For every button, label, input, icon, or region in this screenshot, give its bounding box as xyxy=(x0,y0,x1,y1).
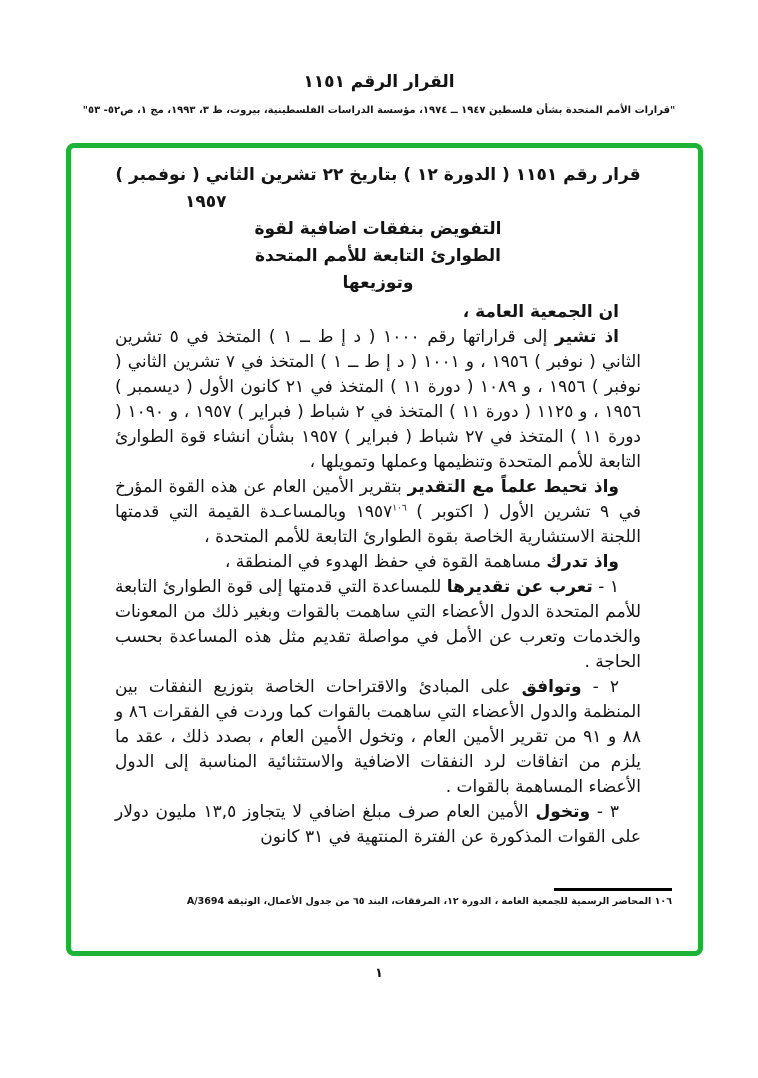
paragraph-segment: وبالمساعـدة القيمة التي قدمتها اللجنة الاستشارية الخاصة بقوة الطوارئ التابعة للأمم المتحدة ، xyxy=(115,502,641,547)
resolution-body xyxy=(71,148,698,862)
paragraph xyxy=(115,675,641,800)
footnote-reference: ١٠٦ xyxy=(392,503,407,514)
resolution-subtitle-line: وتوزيعها xyxy=(342,273,414,293)
paragraph-segment: واذ تدرك xyxy=(546,552,619,572)
paragraph xyxy=(115,800,641,850)
paragraph xyxy=(115,550,641,575)
resolution-subtitle xyxy=(115,216,641,297)
paragraph-segment: وتوافق xyxy=(521,677,582,697)
green-highlight-frame xyxy=(66,143,703,956)
paragraph-segment: واذ تحيط علماً مع التقدير xyxy=(407,477,619,497)
paragraph-segment: وتخول xyxy=(535,802,591,822)
page-number: ١ xyxy=(375,966,383,981)
paragraph-segment: ٢ - xyxy=(581,677,619,697)
paragraph-segment: تعرب عن تقديرها xyxy=(446,577,593,597)
page-title: القرار الرقم ١١٥١ xyxy=(303,72,455,92)
paragraph xyxy=(115,475,641,550)
source-citation-line: "قرارات الأمم المتحدة بشأن فلسطين ١٩٤٧ ــ ١٩٧٤، مؤسسة الدراسات الفلسطينية، بيروت، ط ٣، ١٩٩٣، مج ١، ص٥٢- ٥٣" xyxy=(82,105,676,116)
paragraph-segment: مساهمة القوة في حفظ الهدوء في المنطقة ، xyxy=(224,552,547,572)
resolution-heading-line2: ١٩٥٧ xyxy=(185,192,227,212)
footnote-separator-rule xyxy=(554,888,672,891)
resolution-paragraphs xyxy=(115,300,641,850)
paragraph-segment: ٣ - xyxy=(590,802,619,822)
paragraph-segment: إلى قراراتها رقم ١٠٠٠ ( د إ ط ــ ١ ) المتخذ في ٥ تشرين الثاني ( نوفبر ) ١٩٥٦ ، و ١٠٠١ ( د إ ط ــ ١ ) المتخذ في ٧ تشرين الثاني ( نوفبر ) ١٩٥٦ ، و ١٠٨٩ ( دورة ١١ ) المتخذ في ٢١ كانون الأول ( ديسمبر ) ١٩٥٦ ، و ١١٢٥ ( دورة ١١ ) المتخذ في ٢ شباط ( فبراير ) ١٩٥٧ ، و ١٠٩٠ ( دورة ١١ ) المتخذ في ٢٧ شباط ( فبراير ) ١٩٥٧ بشأن انشاء قوة الطوارئ التابعة للأمم المتحدة وتنظيمها وعملها وتمويلها ، xyxy=(115,327,641,472)
paragraph-segment: للمساعدة التي قدمتها إلى قوة الطوارئ التابعة للأمم المتحدة الدول الأعضاء التي ساهمت بالقوات وبغير ذلك من المعونات والخدمات وتعرب عن الأمل في مواصلة تقديم مثل هذه المساعدة بحسب الحاجة . xyxy=(115,577,641,672)
resolution-subtitle-line: التفويض بنفقات اضافية لقوة xyxy=(254,219,502,239)
paragraph xyxy=(115,300,641,325)
footnote-text: ١٠٦ المحاضر الرسمية للجمعية العامة ، الدورة ١٢، المرفقات، البند ٦٥ من جدول الأعمال، الوثيقة A/3694 xyxy=(186,896,672,907)
paragraph xyxy=(115,575,641,675)
paragraph xyxy=(115,325,641,475)
paragraph-segment: على المبادئ والاقتراحات الخاصة بتوزيع النفقات بين المنظمة والدول الأعضاء التي ساهمت بالقوات كما وردت في الفقرات ٨٦ و ٨٨ و ٩١ من تقرير الأمين العام ، وتخول الأمين العام ، بصدد ذلك ، عقد ما يلزم من اتفاقات لرد النفقات الاضافية والاستثنائية المناسبة إلى الدول الأعضاء المساهمة بالقوات . xyxy=(115,677,641,797)
footnote-block xyxy=(95,888,672,907)
paragraph-segment: اذ تشير xyxy=(555,327,619,347)
resolution-subtitle-line: الطوارئ التابعة للأمم المتحدة xyxy=(254,246,501,266)
resolution-heading-line1: قرار رقم ١١٥١ ( الدورة ١٢ ) بتاريخ ٢٢ تشرين الثاني ( نوفمبر ) xyxy=(115,165,641,185)
paragraph-segment: ان الجمعية العامة ، xyxy=(462,302,619,322)
paragraph-segment: ١ - xyxy=(592,577,619,597)
paragraph-segment: الأمين العام صرف مبلغ اضافي لا يتجاوز ١٣,٥ مليون دولار على القوات المذكورة عن الفترة المنتهية في ٣١ كانون xyxy=(115,802,641,847)
paragraph-segment: بتقرير الأمين العام عن هذه القوة المؤرخ في ٩ تشرين الأول ( اكتوبر ) ١٩٥٧ xyxy=(115,477,642,522)
resolution-heading xyxy=(115,162,641,216)
